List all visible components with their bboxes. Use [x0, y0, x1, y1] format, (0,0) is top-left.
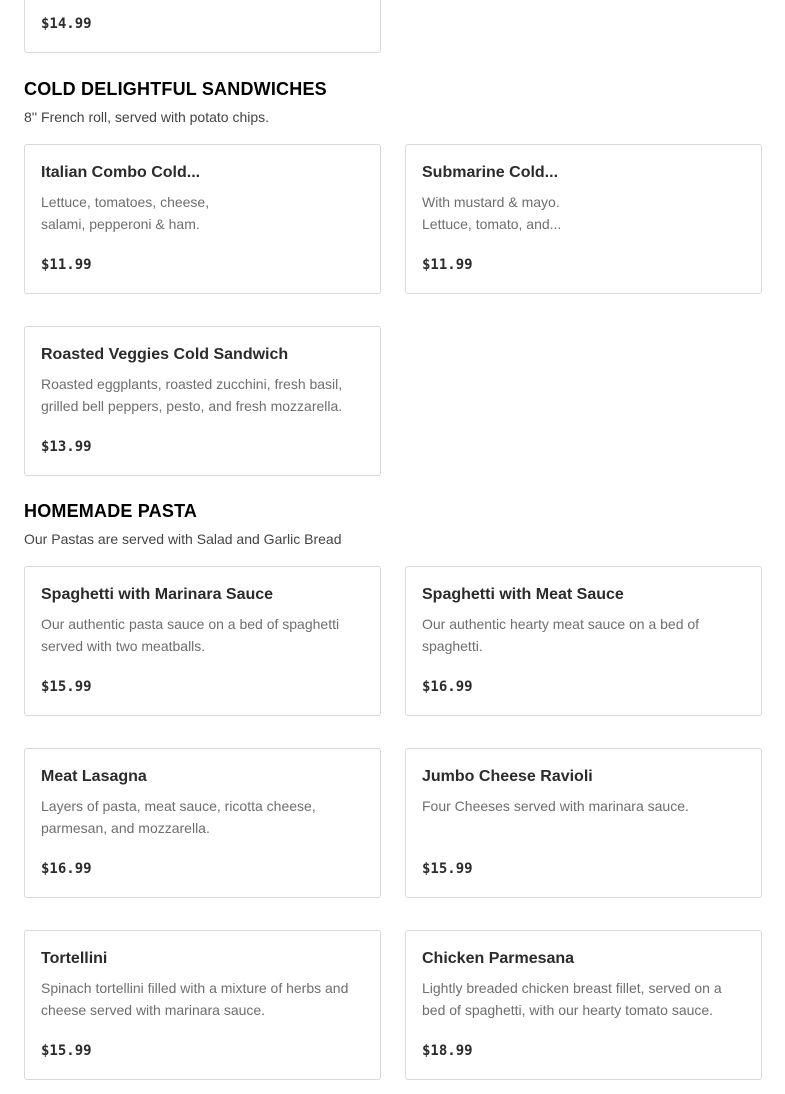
section-subtitle: Our Pastas are served with Salad and Garlic Bread	[24, 531, 342, 547]
menu-item-card[interactable]	[405, 748, 762, 898]
item-price: $11.99	[422, 257, 473, 273]
item-description: Our authentic pasta sauce on a bed of spaghetti served with two meatballs.	[41, 616, 340, 654]
menu-item-card[interactable]	[405, 930, 762, 1080]
item-name: Italian Combo Cold...	[41, 164, 201, 181]
menu-item-card[interactable]	[24, 0, 381, 53]
section-title: HOMEMADE PASTA	[24, 501, 198, 521]
menu-item-card[interactable]	[405, 566, 762, 716]
item-name: Meat Lasagna	[41, 768, 147, 785]
item-name: Spaghetti with Marinara Sauce	[41, 586, 274, 603]
item-description: With mustard & mayo. Lettuce, tomato, and...	[422, 194, 562, 232]
menu-item-card[interactable]	[24, 566, 381, 716]
item-price: $11.99	[41, 257, 92, 273]
item-description: Spinach tortellini filled with a mixture of herbs and cheese served with marinara sauce.	[41, 980, 349, 1018]
item-description: Layers of pasta, meat sauce, ricotta cheese, parmesan, and mozzarella.	[41, 798, 316, 836]
item-description: Lettuce, tomatoes, cheese, salami, pepperoni & ham.	[41, 194, 210, 232]
item-price: $15.99	[41, 679, 92, 695]
item-price: $13.99	[41, 439, 92, 455]
item-description: Roasted eggplants, roasted zucchini, fresh basil, grilled bell peppers, pesto, and fresh mozzarella.	[41, 376, 343, 414]
item-name: Spaghetti with Meat Sauce	[422, 586, 624, 603]
item-price: $16.99	[41, 861, 92, 877]
menu-item-card[interactable]	[24, 930, 381, 1080]
item-name: Submarine Cold...	[422, 164, 559, 181]
item-price: $15.99	[41, 1043, 92, 1059]
item-description: Our authentic hearty meat sauce on a bed of spaghetti.	[422, 616, 700, 654]
item-description: Four Cheeses served with marinara sauce.	[422, 798, 689, 814]
section-title: COLD DELIGHTFUL SANDWICHES	[24, 79, 327, 99]
item-name: Chicken Parmesana	[422, 950, 575, 967]
section-subtitle: 8'' French roll, served with potato chips.	[24, 109, 270, 125]
menu-item-card[interactable]	[24, 748, 381, 898]
menu-item-card[interactable]	[24, 144, 381, 294]
item-price: $16.99	[422, 679, 473, 695]
item-name: Roasted Veggies Cold Sandwich	[41, 346, 289, 363]
item-description: Lightly breaded chicken breast fillet, served on a bed of spaghetti, with our hearty tomato sauce.	[422, 980, 722, 1018]
menu-item-card[interactable]	[405, 144, 762, 294]
menu-item-card[interactable]	[24, 326, 381, 476]
item-price: $18.99	[422, 1043, 473, 1059]
item-price: $14.99	[41, 16, 92, 32]
item-price: $15.99	[422, 861, 473, 877]
item-name: Tortellini	[41, 950, 108, 967]
item-name: Jumbo Cheese Ravioli	[422, 768, 593, 785]
